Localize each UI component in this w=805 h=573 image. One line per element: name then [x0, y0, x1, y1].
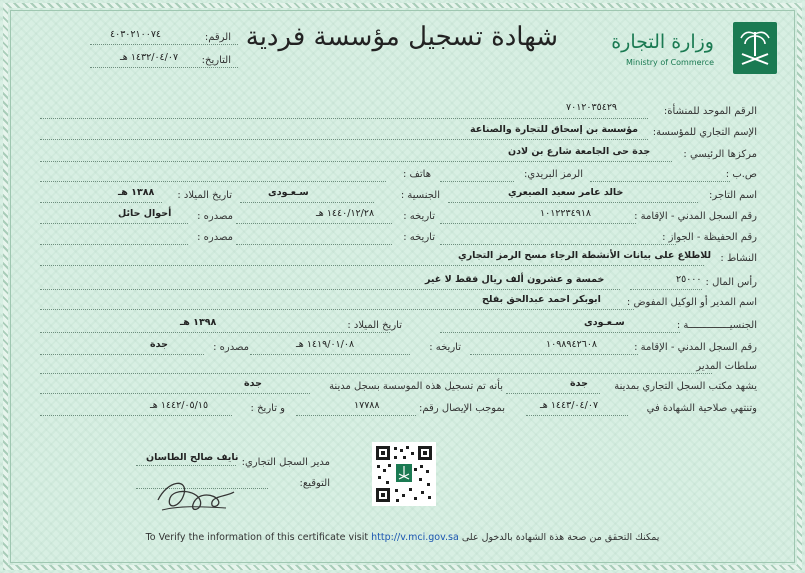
row-line: [40, 223, 188, 224]
civil-source-label: مصدره :: [197, 211, 233, 222]
m-civil-date-label: تاريخه :: [429, 342, 461, 353]
row-line: [40, 415, 232, 416]
hq-value: جدة حى الجامعة شارع بن لادن: [508, 146, 651, 157]
number-label: الرقم:: [204, 32, 231, 43]
merchant-value: خالد عامر سعيد الصيعري: [508, 187, 624, 198]
sign-label: التوقيع:: [299, 478, 330, 489]
row-line: [440, 244, 676, 245]
row-line: [40, 181, 386, 182]
receipt-label: بموجب الإيصال رقم:: [419, 403, 505, 414]
m-civil-source-label: مصدره :: [213, 342, 249, 353]
capital-label: رأس المال :: [705, 277, 757, 288]
pobox-label: ص.ب :: [725, 169, 757, 180]
ministry-name-en: Ministry of Commerce: [626, 58, 714, 67]
civil-date-value: ١٤٤٠/١٢/٢٨ هـ: [316, 208, 375, 219]
m-nationality-value: سـعـودى: [584, 317, 625, 328]
activity-value: للاطلاع على بيانات الأنشطة الرجاء مسح الرمز التجاري: [458, 250, 712, 261]
m-civil-date-value: ١٤١٩/٠١/٠٨ هـ: [296, 339, 355, 350]
row-line: [506, 393, 600, 394]
m-civil-source-value: جدة: [150, 339, 168, 350]
row-line: [40, 354, 204, 355]
and-date-value: ١٤٤٢/٠٥/١٥ هـ: [150, 400, 209, 411]
row-line: [40, 332, 390, 333]
footer: [0, 532, 805, 543]
row-line: [136, 465, 236, 466]
date-value: ١٤٣٢/٠٤/٠٧ هـ: [120, 52, 179, 63]
civil-source-value: أحوال حائل: [118, 208, 172, 219]
row-line: [40, 118, 648, 119]
civil-value: ١٠١٢٢٣٤٩١٨: [540, 208, 592, 219]
family-source-label: مصدره :: [197, 232, 233, 243]
witness-label: يشهد مكتب السجل التجاري بمدينة: [614, 381, 757, 392]
verify-en: To Verify the information of this certificate visit: [145, 532, 369, 543]
row-line: [470, 354, 638, 355]
certificate-title: شهادة تسجيل مؤسسة فردية: [245, 22, 558, 52]
row-line: [250, 354, 410, 355]
civil-date-label: تاريخه :: [403, 211, 435, 222]
unified-number-label: الرقم الموحد للمنشأة:: [663, 106, 757, 117]
signature-icon: [148, 470, 240, 522]
ministry-name-ar: وزارة التجارة: [611, 31, 714, 53]
row-line: [40, 202, 162, 203]
director-value: نايف صالح الطاسان: [146, 452, 239, 463]
validity-value: ١٤٤٣/٠٤/٠٧ هـ: [540, 400, 599, 411]
number-value: ٤٠٣٠٢١٠٠٧٤: [110, 29, 162, 40]
phone-label: هاتف :: [402, 169, 431, 180]
row-line: [40, 161, 672, 162]
row-line: [40, 289, 620, 290]
and-date-label: و تاريخ :: [250, 403, 285, 414]
row-line: [440, 332, 680, 333]
date-line: [90, 67, 238, 68]
row-line: [440, 181, 514, 182]
activity-label: النشاط :: [720, 253, 757, 264]
row-line: [40, 244, 188, 245]
nationality-label: الجنسية :: [400, 190, 440, 201]
manager-powers-label: سلطات المدير: [696, 361, 757, 372]
row-line: [40, 373, 712, 374]
row-line: [630, 289, 702, 290]
manager-label: اسم المدير أو الوكيل المفوض :: [626, 297, 757, 308]
capital-value: ٢٥٠٠٠: [676, 274, 702, 285]
postal-label: الرمز البريدي:: [524, 169, 583, 180]
unified-number-value: ٧٠١٢٠٣٥٤٢٩: [566, 102, 618, 113]
capital-words: خمسة و عشرون ألف ريال فقط لا غير: [425, 274, 605, 285]
m-birth-value: ١٣٩٨ هـ: [180, 317, 217, 328]
trade-name-value: مؤسسة بن إسحاق للتجارة والصناعة: [470, 124, 639, 135]
witness-city2: جدة: [244, 378, 262, 389]
palm-swords-logo-icon: [733, 22, 777, 74]
nationality-value: سـعـودى: [268, 187, 309, 198]
hq-label: مركزها الرئيسي :: [683, 149, 757, 160]
family-date-label: تاريخه :: [403, 232, 435, 243]
director-label: مدير السجل التجاري:: [241, 457, 330, 468]
verify-ar: يمكنك التحقق من صحة هذة الشهادة بالدخول على: [461, 532, 660, 543]
row-line: [40, 265, 704, 266]
row-line: [236, 244, 392, 245]
number-line: [90, 44, 238, 45]
row-line: [296, 415, 416, 416]
receipt-value: ١٧٧٨٨: [354, 400, 380, 411]
row-line: [40, 309, 634, 310]
validity-label: وتنتهي صلاحية الشهادة في: [646, 403, 757, 414]
family-label: رقم الحفيظة - الجواز :: [662, 232, 757, 243]
manager-value: ابوبكر احمد عبدالحق بفلح: [482, 294, 601, 305]
verify-url[interactable]: http://v.mci.gov.sa: [371, 532, 459, 543]
m-nationality-label: الجنسيــــــــــــــة :: [676, 320, 757, 331]
m-civil-value: ١٠٩٨٩٤٢٦٠٨: [546, 339, 598, 350]
m-birth-label: تاريخ الميلاد :: [347, 320, 402, 331]
witness-mid: بأنه تم تسجيل هذه الموسسة بسجل مدينة: [329, 381, 503, 392]
row-line: [240, 202, 374, 203]
merchant-label: اسم التاجر:: [709, 190, 757, 201]
row-line: [590, 181, 730, 182]
date-label: التاريخ:: [201, 55, 231, 66]
row-line: [526, 415, 628, 416]
civil-label: رقم السجل المدني - الإقامة :: [634, 211, 757, 222]
qr-code: [372, 442, 436, 506]
witness-city: جدة: [570, 378, 588, 389]
row-line: [40, 393, 310, 394]
row-line: [448, 202, 698, 203]
trade-name-label: الإسم التجاري للمؤسسة:: [652, 127, 757, 138]
row-line: [236, 223, 392, 224]
row-line: [40, 139, 648, 140]
birth-label: تاريخ الميلاد :: [177, 190, 232, 201]
m-civil-label: رقم السجل المدني - الإقامة :: [634, 342, 757, 353]
row-line: [440, 223, 636, 224]
birth-value: ١٣٨٨ هـ: [118, 187, 155, 198]
